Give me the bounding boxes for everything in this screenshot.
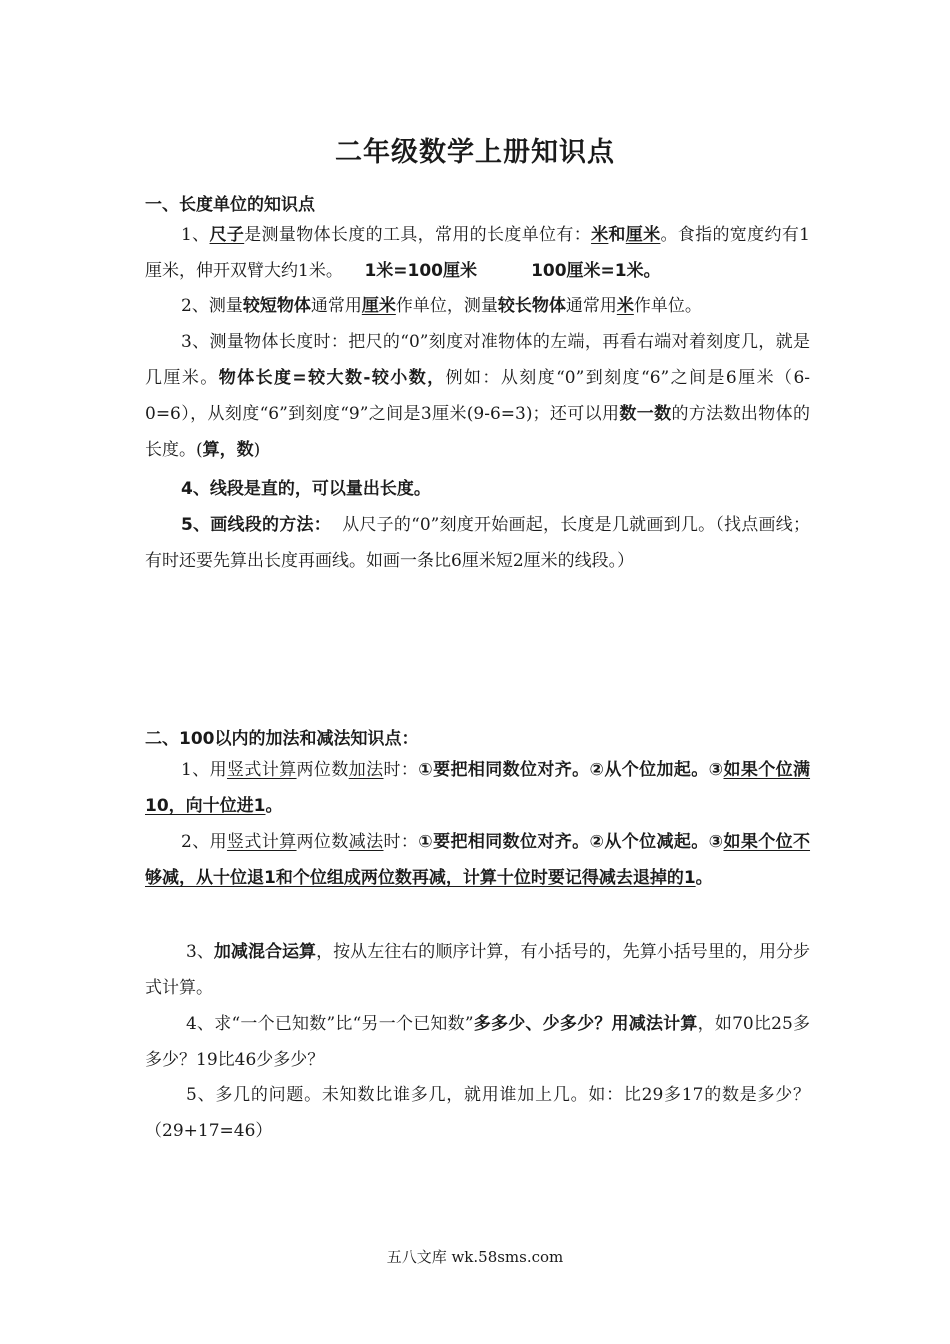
- paragraph-2-2: 2、用竖式计算两位数减法时：①要把相同数位对齐。②从个位减起。③如果个位不够减，从十位退1和个位组成两位数再减，计算十位时要记得减去退掉的1。: [145, 832, 811, 888]
- section-heading-length: 一、长度单位的知识点: [145, 195, 315, 215]
- section-heading-add-subtract: 二、100以内的加法和减法知识点：: [145, 729, 419, 749]
- footer-watermark: 五八文库 wk.58sms.com: [386, 1248, 564, 1266]
- paragraph-1-5: 5、画线段的方法： 从尺子的“0”刻度开始画起，长度是几就画到几。（找点画线；有时还要先算出长度再画线。如画一条比6厘米短2厘米的线段。）: [145, 515, 810, 571]
- paragraph-1-3: 3、测量物体长度时：把尺的“0”刻度对准物体的左端，再看右端对着刻度几，就是几厘米。物体长度=较大数-较小数，例如：从刻度“0”到刻度“6”之间是6厘米（6-0=6），从刻度“6”到刻度“9”之间是3厘米(9-6=3)；还可以用数一数的方法数出物体的长度。(算，数): [145, 332, 811, 460]
- paragraph-2-3: 3、加减混合运算，按从左往右的顺序计算，有小括号的，先算小括号里的，用分步式计算。: [145, 942, 811, 998]
- paragraph-2-5: 5、多几的问题。未知数比谁多几，就用谁加上几。如：比29多17的数是多少？（29+17=46）: [145, 1085, 810, 1141]
- paragraph-2-4: 4、求“一个已知数”比“另一个已知数”多多少、少多少？用减法计算，如70比25多多少？19比46少多少？: [145, 1014, 811, 1070]
- paragraph-1-2: 2、测量较短物体通常用厘米作单位，测量较长物体通常用米作单位。: [181, 296, 702, 316]
- paragraph-1-1: 1、尺子是测量物体长度的工具，常用的长度单位有：米和厘米。食指的宽度约有1厘米，伸开双臂大约1米。 1米=100厘米 100厘米=1米。: [145, 225, 810, 281]
- page-title: 二年级数学上册知识点: [335, 137, 615, 168]
- paragraph-1-4: 4、线段是直的，可以量出长度。: [181, 479, 431, 499]
- paragraph-2-1: 1、用竖式计算两位数加法时：①要把相同数位对齐。②从个位加起。③如果个位满10，向十位进1。: [145, 760, 811, 816]
